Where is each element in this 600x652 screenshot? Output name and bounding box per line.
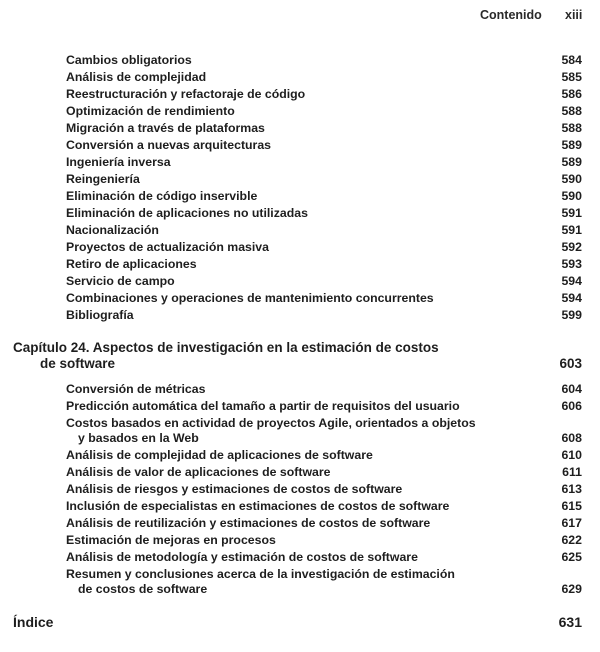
- chapter-title-line2: de software: [40, 356, 116, 371]
- toc-entry-page-number: 594: [561, 291, 582, 305]
- toc-entry-title: Conversión de métricas: [66, 382, 206, 396]
- toc-entry-title: Análisis de reutilización y estimaciones de costos de software: [66, 516, 431, 530]
- toc-entry-page-number: 592: [561, 240, 582, 254]
- toc-entry-title: Eliminación de código inservible: [66, 189, 258, 203]
- toc-entry-title: Combinaciones y operaciones de mantenimiento concurrentes: [66, 291, 434, 305]
- toc-entry-title: Eliminación de aplicaciones no utilizadas: [66, 206, 308, 220]
- toc-entry-title: Predicción automática del tamaño a partir de requisitos del usuario: [66, 399, 460, 413]
- toc-entry-page-number: 622: [561, 533, 582, 547]
- toc-entry-title: Costos basados en actividad de proyectos Agile, orientados a objetos: [66, 416, 476, 430]
- toc-entry-page-number: 611: [562, 465, 582, 479]
- toc-entry-title: Resumen y conclusiones acerca de la investigación de estimación: [66, 567, 455, 581]
- toc-entry-page-number: 629: [561, 582, 582, 596]
- toc-entry-title: Proyectos de actualización masiva: [66, 240, 269, 254]
- toc-index[interactable]: [13, 614, 582, 630]
- toc-entry-page-number: 590: [561, 189, 582, 203]
- toc-entry-title: Estimación de mejoras en procesos: [66, 533, 276, 547]
- toc-entry-title: Nacionalización: [66, 223, 159, 237]
- toc-entry-title: Retiro de aplicaciones: [66, 257, 197, 271]
- running-header-section: Contenido: [480, 8, 542, 22]
- index-page-number: 631: [558, 614, 582, 630]
- toc-entry-page-number: 588: [561, 104, 582, 118]
- toc-entry-title: Reestructuración y refactoraje de código: [66, 87, 306, 101]
- toc-entry-page-number: 604: [561, 382, 582, 396]
- toc-entry-title: Análisis de valor de aplicaciones de software: [66, 465, 331, 479]
- toc-entry-page-number: 585: [561, 70, 582, 84]
- chapter-page-number: 603: [559, 356, 582, 371]
- index-title: Índice: [13, 614, 54, 630]
- toc-entry-page-number: 590: [561, 172, 582, 186]
- toc-chapter-24[interactable]: [13, 340, 582, 372]
- toc-entry-page-number: 606: [561, 399, 582, 413]
- toc-entry-page-number: 610: [561, 448, 582, 462]
- toc-entry-title: Análisis de complejidad de aplicaciones de software: [66, 448, 373, 462]
- toc-entry-title-continued: de costos de software: [78, 582, 208, 596]
- running-header-page-number: xiii: [565, 8, 583, 22]
- chapter-title-line1: Capítulo 24. Aspectos de investigación en la estimación de costos: [13, 340, 439, 355]
- toc-entry-page-number: 599: [561, 308, 582, 322]
- toc-entry-page-number: 584: [561, 53, 582, 67]
- toc-entry-title: Cambios obligatorios: [66, 53, 192, 67]
- toc-entry-page-number: 593: [561, 257, 582, 271]
- toc-entry-title: Análisis de riesgos y estimaciones de costos de software: [66, 482, 403, 496]
- toc-entry-page-number: 613: [561, 482, 582, 496]
- toc-entry-title: Bibliografía: [66, 308, 134, 322]
- toc-entry-page-number: 589: [561, 155, 582, 169]
- toc-entry-title: Análisis de complejidad: [66, 70, 207, 84]
- toc-entry-title: Optimización de rendimiento: [66, 104, 235, 118]
- toc-entry-page-number: 591: [561, 223, 582, 237]
- toc-entry-page-number: 625: [561, 550, 582, 564]
- toc-entry-page-number: 617: [561, 516, 582, 530]
- toc-entry-title: Análisis de metodología y estimación de costos de software: [66, 550, 418, 564]
- toc-entry-title: Reingeniería: [66, 172, 140, 186]
- toc-entry-page-number: 586: [561, 87, 582, 101]
- toc-entry-title: Conversión a nuevas arquitecturas: [66, 138, 272, 152]
- toc-entry-page-number: 594: [561, 274, 582, 288]
- toc-entry-page-number: 608: [561, 431, 582, 445]
- toc-entry-page-number: 591: [561, 206, 582, 220]
- toc-entry-title: Servicio de campo: [66, 274, 175, 288]
- toc-entry-title: Inclusión de especialistas en estimaciones de costos de software: [66, 499, 450, 513]
- toc-entry-title: Migración a través de plataformas: [66, 121, 265, 135]
- toc-entry-page-number: 615: [561, 499, 582, 513]
- toc-entry-page-number: 589: [561, 138, 582, 152]
- toc-entry-title-continued: y basados en la Web: [78, 431, 199, 445]
- toc-entry-title: Ingeniería inversa: [66, 155, 171, 169]
- toc-entry-page-number: 588: [561, 121, 582, 135]
